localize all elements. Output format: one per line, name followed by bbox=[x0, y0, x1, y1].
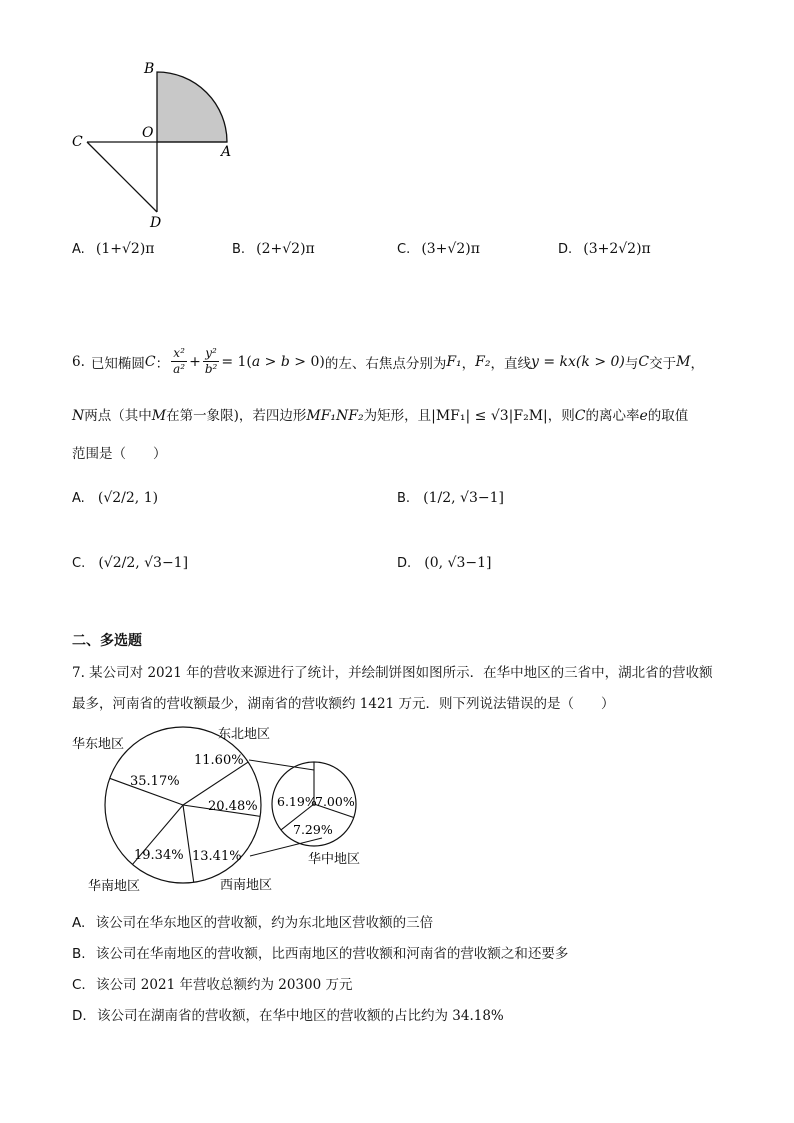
option-letter: D. bbox=[558, 242, 573, 257]
q7-line2: 最多，河南省的营收额最少，湖南省的营收额约 1421 万元．则下列说法错误的是（ ） bbox=[72, 696, 615, 712]
option-letter: C. bbox=[397, 242, 411, 257]
f1: F₁ bbox=[446, 353, 462, 370]
option-expr: (1/2, √3−1] bbox=[423, 490, 504, 506]
label-south-china: 华南地区 bbox=[88, 879, 141, 894]
ellipse-name: C bbox=[144, 353, 156, 370]
option-text: 该公司在华东地区的营收额，约为东北地区营收额的三倍 bbox=[95, 915, 434, 931]
shaded-quarter-circle bbox=[157, 72, 227, 142]
q7-option-a bbox=[72, 911, 433, 931]
q5-option-c bbox=[397, 238, 480, 257]
option-text: 该公司在湖南省的营收额，在华中地区的营收额的占比约为 34.18% bbox=[96, 1008, 504, 1024]
q7-line1: 7. 某公司对 2021 年的营收来源进行了统计，并绘制饼图如图所示．在华中地区的三省中，湖北省的营收额 bbox=[72, 665, 713, 681]
ellipse-name: C bbox=[638, 353, 650, 370]
text: 的离心率 bbox=[585, 408, 640, 424]
q5-option-d bbox=[558, 238, 651, 257]
text: 的左、右焦点分别为 bbox=[324, 355, 447, 372]
q6-option-b bbox=[397, 487, 504, 506]
text: 与 bbox=[624, 355, 639, 372]
option-text: 该公司 2021 年营收总额约为 20300 万元 bbox=[96, 977, 353, 993]
f2: F₂ bbox=[475, 353, 491, 370]
ellipse-name: C bbox=[574, 408, 586, 424]
option-expr: (3+2√2)π bbox=[583, 241, 651, 257]
label-a: A bbox=[221, 144, 232, 160]
q6-line3: 范围是（ ） bbox=[72, 446, 167, 462]
pct-sub-3: 7.29% bbox=[293, 822, 333, 837]
fraction-y2-b2: $\frac{\text{y²}}{\text{b²}}$ bbox=[204, 346, 218, 376]
label-o: O bbox=[142, 125, 154, 141]
text: 交于 bbox=[649, 355, 677, 372]
label-northeast: 东北地区 bbox=[218, 727, 271, 742]
q6-option-d bbox=[397, 552, 491, 571]
q5-option-b bbox=[232, 238, 315, 257]
option-expr: (√2/2, √3−1] bbox=[98, 555, 189, 571]
segment-cd bbox=[87, 142, 157, 212]
label-b: B bbox=[144, 61, 155, 77]
text: ，则 bbox=[547, 408, 575, 424]
point-m: M bbox=[676, 353, 691, 370]
option-letter: D. bbox=[397, 556, 412, 571]
point-m: M bbox=[151, 408, 167, 424]
option-letter: A. bbox=[72, 242, 85, 257]
q7-option-d bbox=[72, 1004, 504, 1024]
option-expr: (0, √3−1] bbox=[424, 555, 492, 571]
pct-southwest: 13.41% bbox=[192, 849, 242, 864]
pct-sub-2: 7.00% bbox=[315, 794, 355, 809]
label-east-china: 华东地区 bbox=[72, 737, 125, 752]
question-number: 6. bbox=[72, 353, 85, 370]
option-expr: (1+√2)π bbox=[95, 241, 155, 257]
label-southwest: 西南地区 bbox=[220, 878, 273, 893]
pie-chart bbox=[60, 718, 390, 898]
pct-south-china: 19.34% bbox=[134, 848, 184, 863]
q6-line2 bbox=[72, 404, 688, 424]
line-equation: y = kx(k > 0) bbox=[531, 353, 625, 370]
option-letter: B. bbox=[232, 242, 246, 257]
q7-option-b bbox=[72, 942, 568, 962]
q7-option-c bbox=[72, 973, 352, 993]
point-n: N bbox=[72, 408, 85, 424]
option-expr: (3+√2)π bbox=[421, 241, 480, 257]
text: 已知椭圆 bbox=[90, 355, 145, 372]
text: 在第一象限)，若四边形 bbox=[166, 408, 307, 424]
text: 的取值 bbox=[647, 408, 689, 424]
option-expr: (2+√2)π bbox=[256, 241, 315, 257]
q6-option-c bbox=[72, 552, 188, 571]
fraction-x2-a2: x² a² bbox=[173, 346, 186, 376]
pct-central-china: 20.48% bbox=[208, 799, 258, 814]
quadrilateral: MF₁NF₂ bbox=[306, 408, 364, 424]
section-title: 二、多选题 bbox=[72, 633, 142, 649]
option-letter: D. bbox=[72, 1008, 87, 1024]
label-central-china: 华中地区 bbox=[308, 852, 361, 867]
option-expr: (√2/2, 1) bbox=[97, 490, 159, 506]
q5-option-a bbox=[72, 238, 154, 257]
option-letter: C. bbox=[72, 556, 86, 571]
pct-northeast: 11.60% bbox=[194, 753, 244, 768]
label-c: C bbox=[72, 134, 83, 150]
q6-option-a bbox=[72, 487, 158, 506]
label-d: D bbox=[150, 215, 162, 231]
text: 为矩形，且 bbox=[363, 408, 432, 424]
option-letter: C. bbox=[72, 977, 86, 993]
text: 两点（其中 bbox=[84, 408, 152, 424]
q6-line1: 6. 已知椭圆 C ： x² a² + $\frac{\text{y²}}{\text{b²}}$ = 1(a > b > 0) 的左、右焦点分别为 F₁ ， F₂ ，直线 y = kx(k > 0) 与 C 交于 M ， bbox=[72, 346, 704, 376]
option-letter: A. bbox=[72, 915, 86, 931]
text: ，直线 bbox=[490, 355, 531, 372]
geometry-figure bbox=[60, 55, 260, 235]
option-letter: B. bbox=[72, 946, 86, 962]
option-letter: A. bbox=[72, 491, 85, 506]
condition: |MF₁| ≤ √3|F₂M| bbox=[431, 408, 548, 424]
option-letter: B. bbox=[397, 491, 411, 506]
pct-sub-1: 6.19% bbox=[277, 794, 317, 809]
option-text: 该公司在华南地区的营收额，比西南地区的营收额和河南省的营收额之和还要多 bbox=[95, 946, 569, 962]
pct-east-china: 35.17% bbox=[130, 774, 180, 789]
eccentricity: e bbox=[639, 408, 648, 424]
